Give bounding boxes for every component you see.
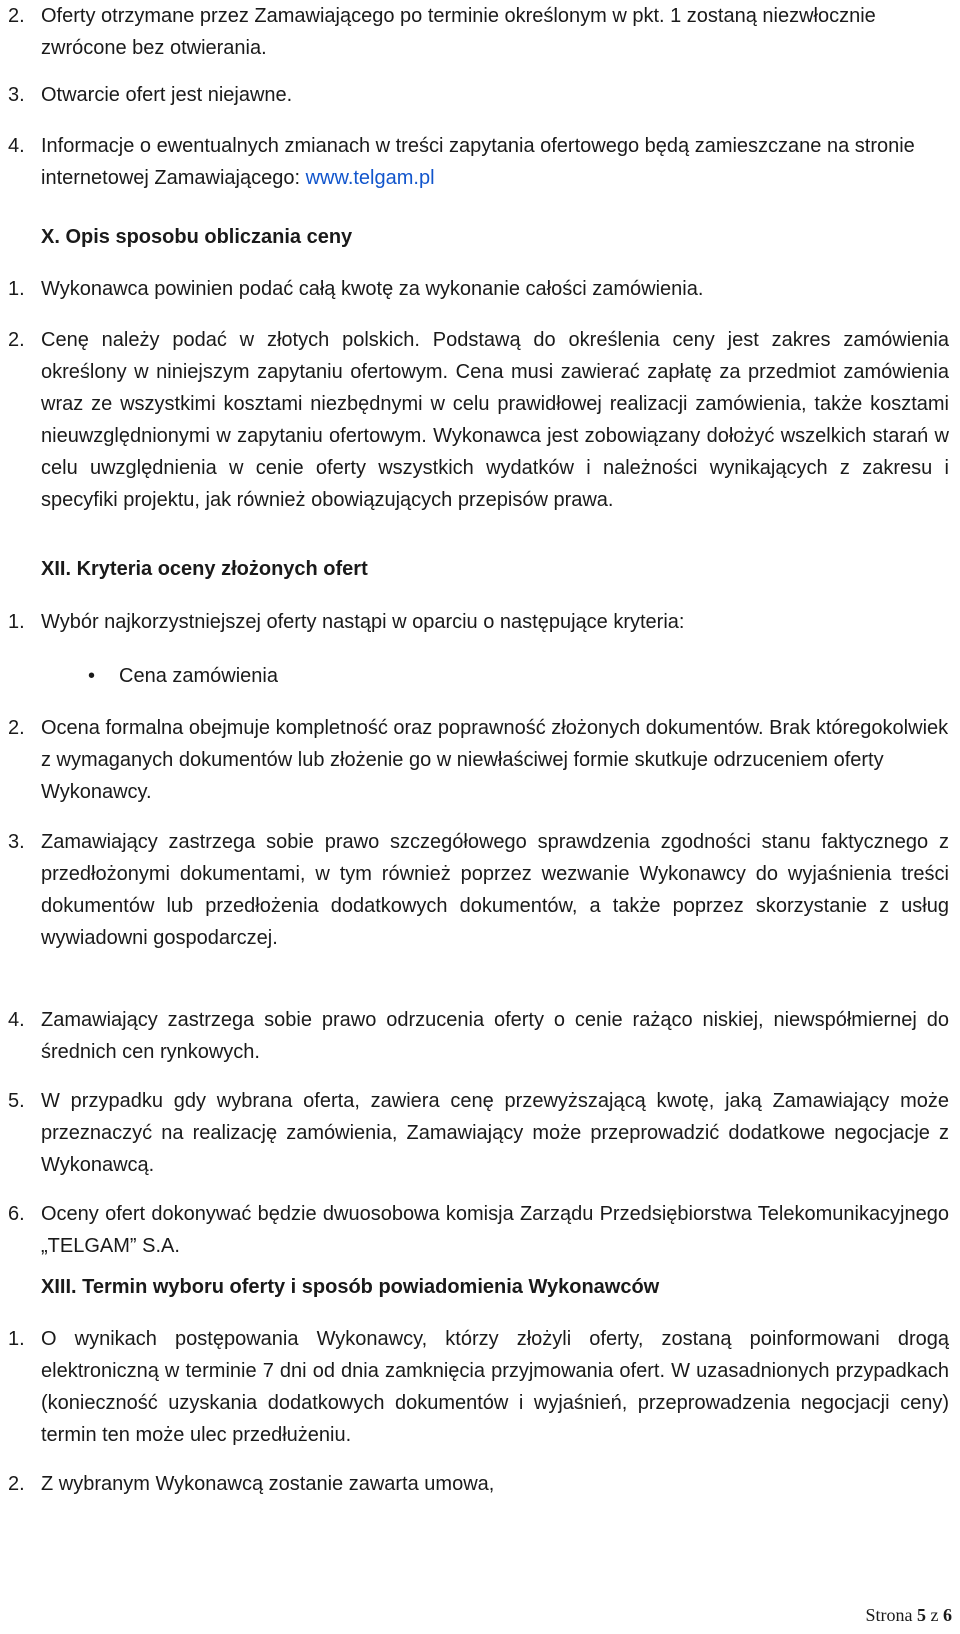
item-text: [41, 130, 949, 194]
item-number: 2.: [8, 717, 25, 739]
bullet-icon: •: [88, 665, 96, 687]
item-text: Cenę należy podać w złotych polskich. Podstawą do określenia ceny jest zakres zamówienia określony w niniejszym zapytaniu ofertowym. Cena musi zawierać zapłatę za przedmiot zamówienia wraz ze wszystkimi kosztami niezbędnymi w celu prawidłowej realizacji zamówienia, także kosztami nieuwzględnionymi w zapytaniu ofertowym. Wykonawca jest zobowiązany dołożyć wszelkich starań w celu uwzględnienia w cenie oferty wszystkich wydatków i należności wynikających z zakresu i specyfiki projektu, jak również obowiązujących przepisów prawa.: [41, 329, 949, 511]
item-number: 1.: [8, 1328, 25, 1350]
website-link[interactable]: www.telgam.pl: [305, 167, 435, 189]
item-text-part: Informacje o ewentualnych zmianach w treści zapytania ofertowego będą zamieszczane na stronie internetowej Zamawiającego:: [41, 135, 915, 189]
item-number: 3.: [8, 831, 25, 853]
item-number: 2.: [8, 1473, 25, 1495]
item-text: Zamawiający zastrzega sobie prawo odrzucenia oferty o cenie rażąco niskiej, niewspółmiernej do średnich cen rynkowych.: [41, 1009, 949, 1063]
item-text: Oceny ofert dokonywać będzie dwuosobowa komisja Zarządu Przedsiębiorstwa Telekomunikacyjnego „TELGAM” S.A.: [41, 1203, 949, 1257]
item-number: 4.: [8, 135, 25, 157]
item-number: 2.: [8, 329, 25, 351]
page-number-prefix: Strona: [865, 1605, 917, 1625]
item-number: 1.: [8, 278, 25, 300]
page-number-middle: z: [926, 1605, 943, 1625]
item-text: O wynikach postępowania Wykonawcy, którzy złożyli oferty, zostaną poinformowani drogą elektroniczną w terminie 7 dni od dnia zamknięcia przyjmowania ofert. W uzasadnionych przypadkach (konieczność uzyskania dodatkowych dokumentów i wyjaśnień, przeprowadzenia negocjacji ceny) termin ten może ulec przedłużeniu.: [41, 1328, 949, 1446]
item-text: Zamawiający zastrzega sobie prawo szczegółowego sprawdzenia zgodności stanu faktycznego z przedłożonymi dokumentami, w tym również poprzez wezwanie Wykonawcy do wyjaśnienia treści dokumentów lub przedłożenia dodatkowych dokumentów, a także poprzez skorzystanie z usług wywiadowni gospodarczej.: [41, 831, 949, 949]
item-number: 5.: [8, 1090, 25, 1112]
section-heading: XIII. Termin wyboru oferty i sposób powiadomienia Wykonawców: [41, 1276, 660, 1298]
item-number: 1.: [8, 611, 25, 633]
item-text: Wybór najkorzystniejszej oferty nastąpi w oparciu o następujące kryteria:: [41, 611, 685, 633]
section-heading: XII. Kryteria oceny złożonych ofert: [41, 558, 368, 580]
item-number: 2.: [8, 5, 25, 27]
page-number: [866, 1603, 953, 1627]
bullet-text: Cena zamówienia: [119, 665, 278, 687]
item-text: Ocena formalna obejmuje kompletność oraz poprawność złożonych dokumentów. Brak któregokolwiek z wymaganych dokumentów lub złożenie go w niewłaściwej formie skutkuje odrzuceniem oferty Wykonawcy.: [41, 717, 949, 803]
item-text: Oferty otrzymane przez Zamawiającego po terminie określonym w pkt. 1 zostaną niezwłocznie zwrócone bez otwierania.: [41, 5, 876, 59]
item-text: Otwarcie ofert jest niejawne.: [41, 84, 293, 106]
page-number-total: 6: [943, 1605, 952, 1625]
item-text: W przypadku gdy wybrana oferta, zawiera cenę przewyższającą kwotę, jaką Zamawiający może przeznaczyć na realizację zamówienia, Zamawiający może przeprowadzić dodatkowe negocjacje z Wykonawcą.: [41, 1090, 949, 1176]
item-text: Wykonawca powinien podać całą kwotę za wykonanie całości zamówienia.: [41, 278, 704, 300]
item-number: 4.: [8, 1009, 25, 1031]
item-number: 6.: [8, 1203, 25, 1225]
section-heading: X. Opis sposobu obliczania ceny: [41, 226, 353, 248]
item-number: 3.: [8, 84, 25, 106]
item-text: Z wybranym Wykonawcą zostanie zawarta umowa,: [41, 1473, 495, 1495]
page-number-current: 5: [917, 1605, 926, 1625]
